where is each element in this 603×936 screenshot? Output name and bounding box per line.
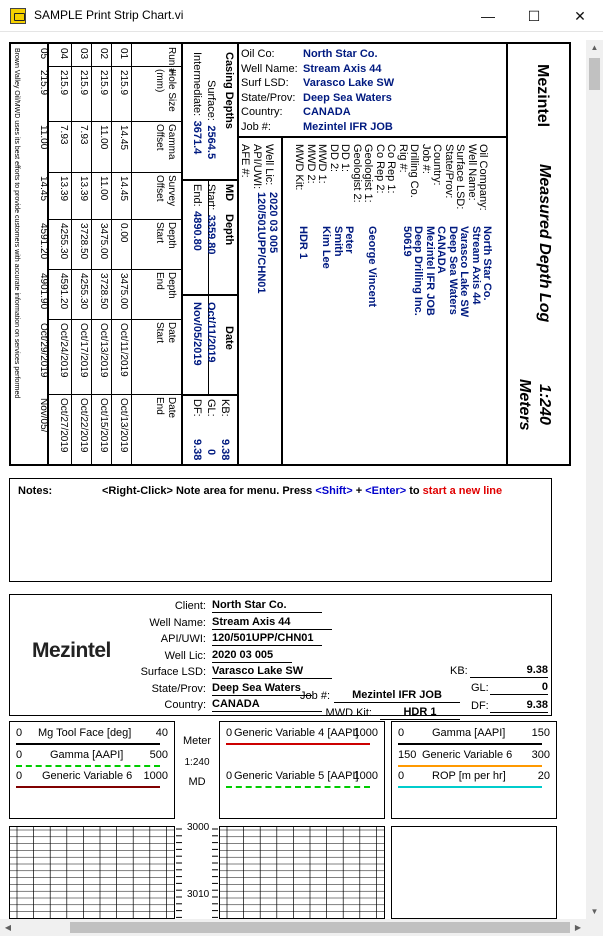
info-value-6: CANADA xyxy=(212,698,322,712)
company-value-5: Mezintel IFR JOB xyxy=(423,226,436,316)
company-value-1: Stream Axis 44 xyxy=(469,226,482,305)
company-label-13: DD 2: xyxy=(327,144,340,173)
job-label: Job #: xyxy=(300,690,330,702)
run-table-row-sep-2 xyxy=(91,44,92,464)
legend-t1-line-2 xyxy=(16,786,160,788)
run-cell-4-7: Nov/05/ xyxy=(38,398,49,433)
info-value-0: North Star Co. xyxy=(212,599,322,613)
run-cell-4-6: Oct/29/2019 xyxy=(38,323,49,378)
run-cell-2-5: 4255.30 xyxy=(78,273,89,310)
labview-app-icon xyxy=(10,8,26,24)
legend-t3-min-1: 150 xyxy=(398,749,417,761)
company-value-7: 50619 xyxy=(400,226,413,257)
company-label-3: State/Prov: xyxy=(442,144,455,199)
notes-area[interactable] xyxy=(9,478,552,582)
df-value: 9.38 xyxy=(191,439,203,461)
run-table-row-sep-3 xyxy=(71,44,72,464)
run-cell-1-7: Oct/15/2019 xyxy=(98,398,109,453)
company-field-16 xyxy=(291,144,309,260)
depth-units: Meter xyxy=(182,735,212,747)
run-cell-3-2: 7.93 xyxy=(58,125,69,145)
run-cell-2-6: Oct/17/2019 xyxy=(78,323,89,378)
run-cell-1-2: 11.00 xyxy=(98,125,109,150)
run-header-1: Hole Size (mm) xyxy=(154,69,177,112)
minimize-button[interactable]: — xyxy=(481,8,495,24)
summary-value-2: Varasco Lake SW xyxy=(303,77,395,89)
depth-tick-3010: 3010 xyxy=(187,889,210,900)
run-header-0: Run # xyxy=(166,47,177,74)
depth-scale: 1:240 xyxy=(184,757,210,768)
run-cell-1-0: 02 xyxy=(98,48,109,60)
md-start-label: Start: xyxy=(205,184,217,211)
info-value-2: 120/501UPP/CHN01 xyxy=(212,632,322,646)
info-value-1: Stream Axis 44 xyxy=(212,616,332,630)
legend-t3-min-2: 0 xyxy=(398,770,405,782)
run-cell-3-6: Oct/24/2019 xyxy=(58,323,69,378)
vertical-scroll-thumb[interactable] xyxy=(589,58,600,90)
company-label-5: Job #: xyxy=(419,144,432,174)
summary-value-5: Mezintel IFR JOB xyxy=(303,120,393,133)
depth-tick-3000: 3000 xyxy=(187,822,210,833)
run-table-row-sep-1 xyxy=(111,44,112,464)
legend-t2-min-1: 0 xyxy=(226,770,233,782)
company-value-2: Varasco Lake SW xyxy=(458,226,470,318)
lic-value-0: 2020 03 005 xyxy=(267,192,279,254)
company-label-1: Well Name: xyxy=(465,144,478,201)
gl-label: GL: xyxy=(205,399,217,417)
gl-value: 0 xyxy=(205,449,217,456)
run-cell-0-4: 0.00 xyxy=(118,223,129,243)
summary-label-3: State/Prov: xyxy=(241,91,296,104)
notes-text-1: Note area for menu. Press xyxy=(172,485,316,497)
horizontal-scrollbar[interactable] xyxy=(0,919,586,936)
legend-t1-name-1: Gamma [AAPI] xyxy=(50,749,124,761)
run-cell-2-1: 215.9 xyxy=(78,70,89,96)
legend-t2-min-0: 0 xyxy=(226,727,233,739)
vertical-scrollbar[interactable] xyxy=(586,40,603,920)
run-cell-0-6: Oct/11/2019 xyxy=(118,323,129,377)
run-cell-0-0: 01 xyxy=(118,48,129,60)
close-button[interactable]: ✕ xyxy=(574,7,586,24)
kb-value: 9.38 xyxy=(219,439,231,461)
legend-t1-min-0: 0 xyxy=(16,727,23,739)
notes-right-click: <Right-Click> xyxy=(102,485,173,497)
legend-t1-name-2: Generic Variable 6 xyxy=(42,770,133,782)
run-cell-3-5: 4591.20 xyxy=(58,273,69,310)
run-cell-2-3: 13.39 xyxy=(78,176,89,202)
run-cell-4-2: 11.00 xyxy=(38,125,49,150)
company-value-4: CANADA xyxy=(435,226,447,274)
track-2-legend[interactable] xyxy=(219,721,385,819)
summary-label-4: Country: xyxy=(241,106,283,118)
date-title: Date xyxy=(223,326,235,350)
scroll-up-icon[interactable]: ▲ xyxy=(590,43,599,52)
log-units: Meters xyxy=(516,379,533,431)
summary-value-1: Stream Axis 44 xyxy=(303,62,382,75)
job-value: Mezintel IFR JOB xyxy=(334,689,460,703)
disclaimer: Brown Valley Oil/MWD uses its best efforts to provide customers with accurate information on services performed xyxy=(13,48,20,399)
legend-t2-name-0: Generic Variable 4 [AAPI] xyxy=(234,727,359,739)
scroll-corner xyxy=(586,919,603,936)
md-title: MD xyxy=(223,184,235,202)
depth-reference: MD xyxy=(188,776,206,788)
run-header-4: Depth Start xyxy=(154,222,177,249)
legend-t1-min-1: 0 xyxy=(16,749,23,761)
company-label-11: Geologist 2: xyxy=(350,144,363,203)
df-label-info: DF: xyxy=(471,700,489,712)
legend-t3-name-2: ROP [m per hr] xyxy=(432,770,506,782)
info-label-2: API/UWI: xyxy=(160,633,206,645)
kb-value-info: 9.38 xyxy=(470,664,548,678)
summary-label-5: Job #: xyxy=(241,120,271,133)
notes-label: Notes: xyxy=(18,485,53,497)
notes-to: to xyxy=(406,485,423,497)
brand-vertical: Mezintel xyxy=(534,64,551,128)
legend-t1-max-1: 500 xyxy=(149,749,168,761)
run-header-2: Gamma Offset xyxy=(154,124,177,160)
info-value-4: Varasco Lake SW xyxy=(212,665,332,679)
info-label-1: Well Name: xyxy=(149,616,206,629)
legend-t1-line-1 xyxy=(16,765,160,767)
lic-label-2: AFE #: xyxy=(239,144,251,178)
kit-label: MWD Kit: xyxy=(325,707,372,719)
info-label-6: Country: xyxy=(164,699,206,711)
info-value-5: Deep Sea Waters xyxy=(212,682,312,696)
run-cell-1-5: 3728.50 xyxy=(98,273,109,310)
company-value-16: HDR 1 xyxy=(297,226,309,260)
log-header xyxy=(9,42,571,466)
df-value-info: 9.38 xyxy=(490,699,548,713)
run-cell-1-4: 3475.00 xyxy=(98,223,109,260)
company-value-0: North Star Co. xyxy=(481,226,493,301)
legend-t2-line-1 xyxy=(226,786,370,788)
run-cell-1-1: 215.9 xyxy=(98,70,109,96)
legend-t3-min-0: 0 xyxy=(398,727,405,739)
run-cell-4-1: 215.9 xyxy=(38,70,49,96)
company-label-8: Co Rep 1: xyxy=(385,144,397,194)
run-table-col-sep-3 xyxy=(49,172,181,173)
run-cell-0-7: Oct/13/2019 xyxy=(118,398,129,453)
company-label-16: MWD Kit: xyxy=(293,144,305,191)
track-1-grid xyxy=(9,826,175,919)
legend-t1-max-0: 40 xyxy=(155,727,168,739)
casing-title: Casing Depths xyxy=(223,52,235,130)
run-cell-4-4: 4591.20 xyxy=(38,223,49,260)
scroll-left-icon[interactable]: ◀ xyxy=(4,923,12,932)
run-header-5: Depth End xyxy=(154,272,177,299)
legend-t3-name-0: Gamma [AAPI] xyxy=(432,727,506,739)
run-cell-4-5: 4901.90 xyxy=(38,273,49,310)
kb-label-info: KB: xyxy=(450,665,468,677)
company-label-2: Surface LSD: xyxy=(454,144,466,210)
maximize-button[interactable]: ☐ xyxy=(527,7,541,24)
run-table-col-sep-6 xyxy=(49,319,181,320)
track-2-grid xyxy=(219,826,385,919)
run-cell-3-1: 215.9 xyxy=(58,70,69,96)
info-label-4: Surface LSD: xyxy=(140,666,206,678)
legend-t3-max-1: 300 xyxy=(531,749,550,761)
company-label-4: Country: xyxy=(431,144,443,186)
date-end-value: Nov/05/2019 xyxy=(191,302,203,366)
run-cell-2-4: 3728.50 xyxy=(78,223,89,260)
track-3-grid xyxy=(391,826,557,919)
legend-t1-max-2: 1000 xyxy=(143,770,168,782)
date-start-value: Oct/11/2019 xyxy=(205,302,217,363)
notes-enter: <Enter> xyxy=(365,485,407,497)
md-start-value: 3359.80 xyxy=(205,214,217,255)
run-cell-2-2: 7.93 xyxy=(78,125,89,145)
legend-t2-max-1: 1000 xyxy=(353,770,378,782)
run-cell-0-3: 14.45 xyxy=(118,176,129,202)
company-label-12: DD 1: xyxy=(339,144,351,173)
run-cell-1-6: Oct/13/2019 xyxy=(98,323,109,378)
legend-t1-line-0 xyxy=(16,743,160,745)
lic-label-1: API/UWI: xyxy=(251,144,263,190)
company-label-6: Drilling Co. xyxy=(408,144,420,198)
legend-t3-max-2: 20 xyxy=(537,770,550,782)
summary-value-0: North Star Co. xyxy=(303,48,378,60)
gl-value-info: 0 xyxy=(490,681,548,695)
log-title: Measured Depth Log xyxy=(536,164,553,323)
summary-label-2: Surf LSD: xyxy=(241,77,289,89)
surface-label: Surface: xyxy=(205,80,217,121)
title-bar xyxy=(0,0,603,32)
run-cell-4-0: 05 xyxy=(38,48,49,60)
run-cell-4-3: 14.45 xyxy=(38,176,49,202)
summary-value-3: Deep Sea Waters xyxy=(303,91,392,104)
run-header-6: Date Start xyxy=(154,322,177,344)
run-cell-3-0: 04 xyxy=(58,48,69,60)
intermediate-label: Intermediate: xyxy=(191,52,203,117)
company-value-12: Peter xyxy=(343,226,355,254)
info-label-5: State/Prov: xyxy=(151,682,206,695)
info-value-3: 2020 03 005 xyxy=(212,649,292,663)
notes-plus: + xyxy=(352,485,366,497)
company-label-7: Rig #: xyxy=(396,144,409,173)
run-table-col-sep-7 xyxy=(49,394,181,395)
run-cell-3-7: Oct/27/2019 xyxy=(58,398,69,453)
log-scale: 1:240 xyxy=(536,384,553,425)
company-label-15: MWD 2: xyxy=(304,144,317,184)
depth-track xyxy=(176,822,218,919)
window-title: SAMPLE Print Strip Chart.vi xyxy=(34,8,184,22)
company-value-3: Deep Sea Waters xyxy=(446,226,459,315)
info-label-0: Client: xyxy=(174,600,206,612)
run-table-col-sep-4 xyxy=(49,219,181,220)
run-table-row-sep-0 xyxy=(131,44,132,464)
lic-field-2 xyxy=(237,144,255,178)
run-cell-1-3: 11.00 xyxy=(98,176,109,201)
summary-value-4: CANADA xyxy=(303,106,351,118)
info-label-3: Well Lic: xyxy=(164,649,206,662)
surface-casing-value: 2564.5 xyxy=(205,125,217,160)
track-3-legend[interactable] xyxy=(391,721,557,819)
brand-logo: Mezintel xyxy=(32,639,111,662)
horizontal-scroll-thumb[interactable] xyxy=(70,922,570,933)
run-header-7: Date End xyxy=(154,397,177,419)
df-label: DF: xyxy=(191,399,203,417)
run-table-col-sep-1 xyxy=(49,66,181,67)
company-value-10: George Vincent xyxy=(366,226,378,308)
notes-instructions xyxy=(102,485,502,497)
legend-t2-name-1: Generic Variable 5 [AAPI] xyxy=(234,770,359,782)
run-table-col-sep-5 xyxy=(49,269,181,270)
legend-t1-min-2: 0 xyxy=(16,770,23,782)
md-end-value: 4890.80 xyxy=(191,211,203,251)
legend-t1-name-0: Mg Tool Face [deg] xyxy=(38,727,132,739)
run-header-3: Survey Offset xyxy=(154,175,177,207)
legend-t2-max-0: 1000 xyxy=(353,727,378,739)
legend-t3-line-1 xyxy=(398,765,542,767)
run-cell-0-1: 215.9 xyxy=(118,70,129,96)
scroll-down-icon[interactable]: ▼ xyxy=(590,907,599,916)
gl-label-info: GL: xyxy=(471,682,489,694)
kit-value: HDR 1 xyxy=(380,706,460,720)
company-value-14: Kim Lee xyxy=(320,226,332,269)
summary-label-0: Oil Co: xyxy=(241,48,275,60)
run-cell-3-4: 4255.30 xyxy=(58,223,69,260)
company-label-0: Oil Company: xyxy=(477,144,489,211)
company-label-14: MWD 1: xyxy=(316,144,328,184)
company-label-9: Co Rep 2: xyxy=(373,144,386,194)
company-label-10: Geologist 1: xyxy=(362,144,374,203)
company-value-13: Smith xyxy=(331,226,344,257)
well-info-panel xyxy=(9,594,552,719)
legend-t3-name-1: Generic Variable 6 xyxy=(422,749,513,761)
depth-title: Depth xyxy=(223,214,235,246)
kb-label: KB: xyxy=(219,399,231,417)
intermediate-casing-value: 3671.4 xyxy=(191,120,203,155)
legend-t3-line-2 xyxy=(398,786,542,788)
run-table-col-sep-2 xyxy=(49,121,181,122)
md-end-label: End: xyxy=(191,184,203,207)
summary-label-1: Well Name: xyxy=(241,62,298,75)
notes-new-line: start a new line xyxy=(422,485,503,497)
track-1-legend[interactable] xyxy=(9,721,175,819)
run-cell-0-2: 14.45 xyxy=(118,125,129,151)
run-cell-2-7: Oct/22/2019 xyxy=(78,398,89,453)
run-cell-0-5: 3475.00 xyxy=(118,273,129,310)
scroll-right-icon[interactable]: ▶ xyxy=(574,923,582,932)
lic-label-0: Well Lic: xyxy=(263,144,275,186)
lic-value-1: 120/501UPP/CHN01 xyxy=(255,192,267,294)
notes-shift: <Shift> xyxy=(315,485,353,497)
legend-t3-line-0 xyxy=(398,743,542,745)
run-cell-3-3: 13.39 xyxy=(58,176,69,202)
company-value-6: Deep Drilling Inc. xyxy=(412,226,424,316)
legend-t3-max-0: 150 xyxy=(531,727,550,739)
run-cell-2-0: 03 xyxy=(78,48,89,60)
legend-t2-line-0 xyxy=(226,743,370,745)
